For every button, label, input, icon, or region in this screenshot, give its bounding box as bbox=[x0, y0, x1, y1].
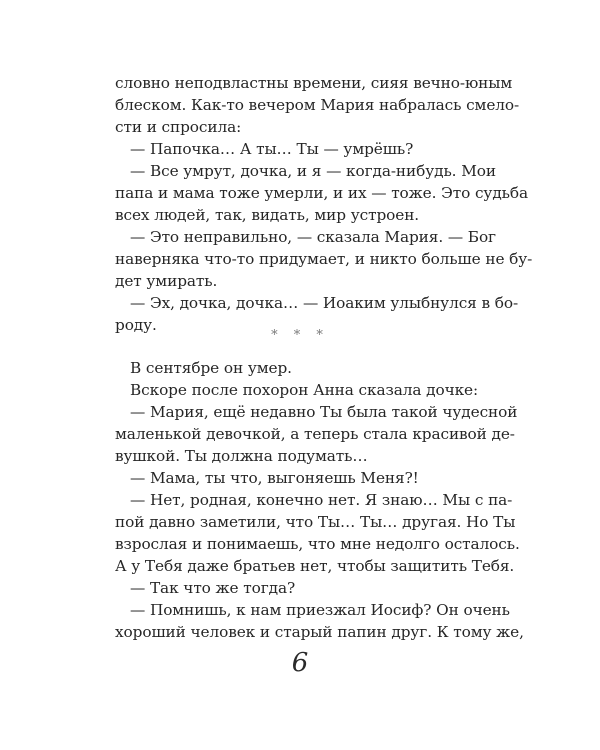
text-line: пой давно заметили, что Ты… Ты… другая. Но Ты bbox=[115, 513, 516, 531]
text-line: — Мама, ты что, выгоняешь Меня?! bbox=[130, 469, 419, 487]
text-line: А у Тебя даже братьев нет, чтобы защитить Тебя. bbox=[115, 557, 515, 575]
section-separator: * * * bbox=[271, 328, 329, 343]
text-line: папа и мама тоже умерли, и их — тоже. Это судьба bbox=[115, 184, 528, 202]
text-line: блеском. Как-то вечером Мария набралась смело- bbox=[115, 96, 520, 114]
text-line: взрослая и понимаешь, что мне недолго осталось. bbox=[115, 535, 520, 553]
text-line: — Все умрут, дочка, и я — когда-нибудь. Мои bbox=[130, 162, 496, 180]
text-line: маленькой девочкой, а теперь стала красивой де- bbox=[115, 425, 515, 443]
text-line: — Мария, ещё недавно Ты была такой чудесной bbox=[130, 403, 518, 421]
text-line: — Папочка… А ты… Ты — умрёшь? bbox=[130, 140, 414, 158]
text-line: — Это неправильно, — сказала Мария. — Бог bbox=[130, 228, 496, 246]
text-line: — Так что же тогда? bbox=[130, 579, 296, 597]
text-line: сти и спросила: bbox=[115, 118, 242, 136]
page-number: 6 bbox=[291, 648, 309, 678]
text-line: — Помнишь, к нам приезжал Иосиф? Он очень bbox=[130, 601, 510, 619]
text-line: всех людей, так, видать, мир устроен. bbox=[115, 206, 420, 224]
text-line: хороший человек и старый папин друг. К тому же, bbox=[115, 623, 524, 641]
text-line: В сентябре он умер. bbox=[130, 359, 292, 377]
text-line: наверняка что-то придумает, и никто больше не бу- bbox=[115, 250, 533, 268]
text-line: — Нет, родная, конечно нет. Я знаю… Мы с па- bbox=[130, 491, 513, 509]
text-line: — Эх, дочка, дочка… — Иоаким улыбнулся в бо- bbox=[130, 294, 519, 312]
text-line: вушкой. Ты должна подумать… bbox=[115, 447, 368, 465]
text-line: Вскоре после похорон Анна сказала дочке: bbox=[130, 381, 479, 399]
text-line: роду. bbox=[115, 316, 157, 334]
text-line: словно неподвластны времени, сияя вечно-юным bbox=[115, 74, 513, 92]
text-line: дет умирать. bbox=[115, 272, 218, 290]
